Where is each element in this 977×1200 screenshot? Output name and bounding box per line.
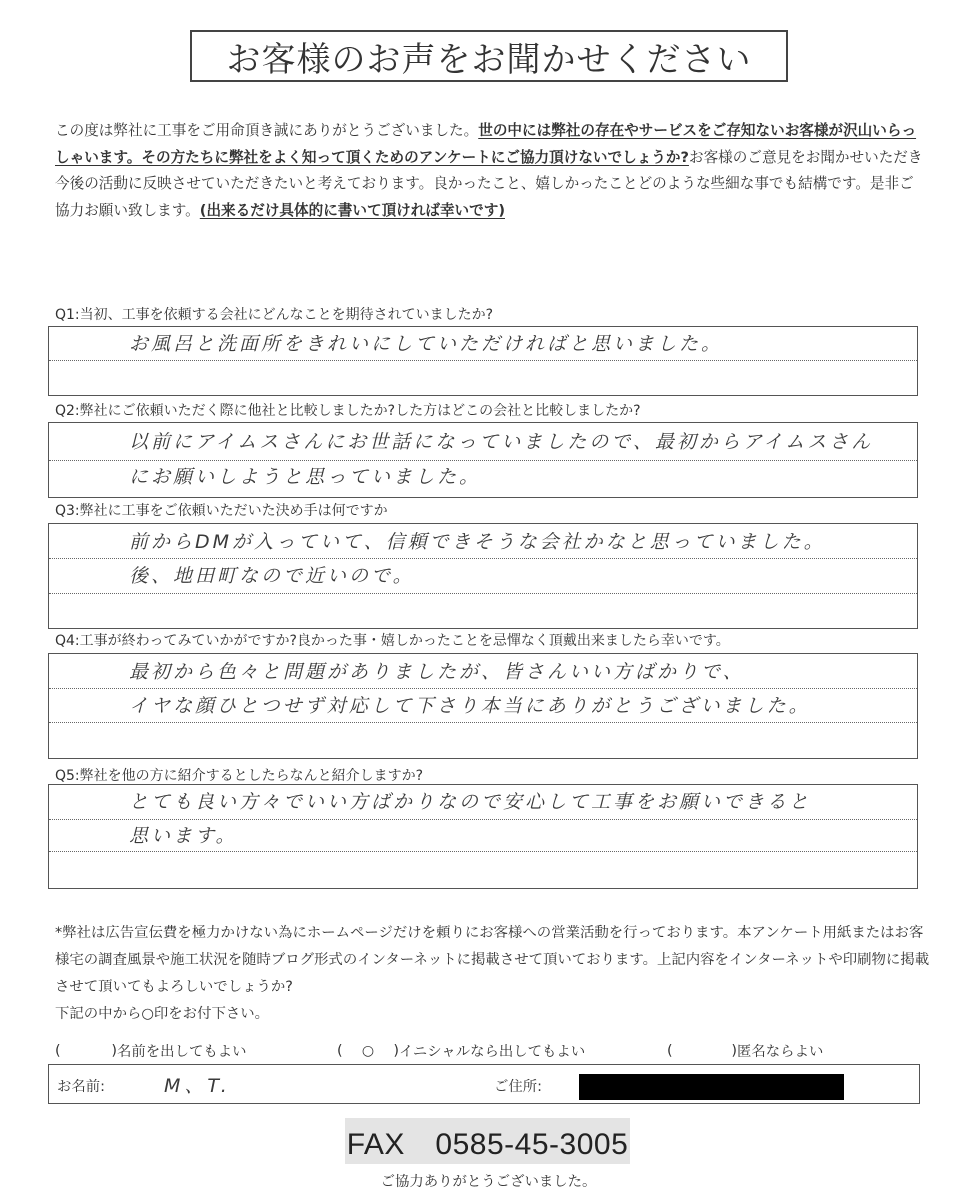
question-5-label: Q5:弊社を他の方に紹介するとしたらなんと紹介しますか? [55,768,424,784]
intro-part1: この度は弊社に工事をご用命頂き誠にありがとうございました。 [55,122,479,139]
answer-3-line-2: 後、地田町なので近いので。 [49,559,917,594]
intro-paragraph [55,118,925,224]
option-anonymous-checkbox[interactable]: ( ) [667,1042,737,1059]
answer-1-line-1: お風呂と洗面所をきれいにしていただければと思いました。 [49,327,917,361]
notice-instruction: 下記の中から○印をお付下さい。 [55,1006,270,1022]
question-4-label: Q4:工事が終わってみていかがですか?良かった事・嬉しかったことを忌憚なく頂戴出来ましたら幸いです。 [55,633,730,649]
page-title [190,30,788,82]
page-title-text: お客様のお声をお聞かせください [226,39,752,80]
answer-4-line-1: 最初から色々と問題がありましたが、皆さんいい方ばかりで、 [49,654,917,689]
answer-box-5[interactable] [48,784,918,889]
address-label: ご住所: [494,1079,543,1095]
answer-3-line-1: 前からDMが入っていて、信頼できそうな会社かなと思っていました。 [49,524,917,559]
answer-box-2[interactable] [48,422,918,498]
answer-5-line-2: 思います。 [49,820,917,852]
answer-4-line-3 [49,723,917,758]
name-field[interactable]: M、T. [164,1075,231,1097]
answer-5-line-1: とても良い方々でいい方ばかりなので安心して工事をお願いできると [49,785,917,820]
answer-3-line-3 [49,594,917,628]
question-1-label: Q1:当初、工事を依頼する会社にどんなことを期待されていましたか? [55,307,494,323]
answer-box-1[interactable] [48,326,918,396]
publication-notice [55,920,935,1028]
fax-number [345,1118,630,1164]
answer-5-line-3 [49,852,917,888]
question-3-label: Q3:弊社に工事をご依頼いただいた決め手は何ですか [55,503,388,519]
answer-2-line-1: 以前にアイムスさんにお世話になっていましたので、最初からアイムスさん [49,423,917,461]
fax-number-text: FAX 0585-45-3005 [346,1128,629,1161]
answer-4-line-2: イヤな顔ひとつせず対応して下さり本当にありがとうございました。 [49,689,917,723]
option-anonymous[interactable] [667,1040,823,1061]
consent-options [55,1040,925,1061]
option-full-name-checkbox[interactable]: ( ) [55,1042,117,1059]
option-initials-checkbox[interactable]: ( ○ ) [337,1042,399,1059]
option-full-name[interactable] [55,1040,325,1061]
notice-text: *弊社は広告宣伝費を極力かけない為にホームページだけを頼りにお客様への営業活動を行っております。本アンケート用紙またはお客様宅の調査風景や施工状況を随時ブログ形式のインターネットに掲載させて頂いております。上記内容をインターネットや印刷物に掲載させて頂いてもよろしいでしょうか? [55,925,930,995]
thanks-message: ご協力ありがとうございました。 [380,1174,597,1190]
question-2-label: Q2:弊社にご依頼いただく際に他社と比較しましたか?した方はどこの会社と比較しましたか? [55,403,641,419]
option-initials-label: イニシャルなら出してもよい [399,1044,586,1060]
answer-1-line-2 [49,361,917,395]
intro-part2: 世の中には弊社の存在やサービスをご存知ないお客様が沢山いらっしゃいます。その方たちに弊社をよく知って頂くためのアンケートにご協力頂けないでしょうか? [55,122,917,166]
name-label: お名前: [57,1079,106,1095]
address-redacted-field [579,1074,844,1100]
option-full-name-label: 名前を出してもよい [117,1044,247,1060]
option-anonymous-label: 匿名ならよい [737,1044,824,1060]
intro-part3: お客様のご意見をお聞かせいただき今後の活動に反映させていただきたいと考えております。良かったこと、嬉しかったことどのような些細な事でも結構です。是非ご協力お願い致します。 [55,148,923,219]
name-address-row [48,1064,920,1104]
answer-2-line-2: にお願いしようと思っていました。 [129,466,482,488]
option-initials[interactable] [325,1040,667,1061]
answer-box-3[interactable] [48,523,918,629]
intro-part4: (出来るだけ具体的に書いて頂ければ幸いです) [199,201,505,219]
answer-box-4[interactable] [48,653,918,759]
